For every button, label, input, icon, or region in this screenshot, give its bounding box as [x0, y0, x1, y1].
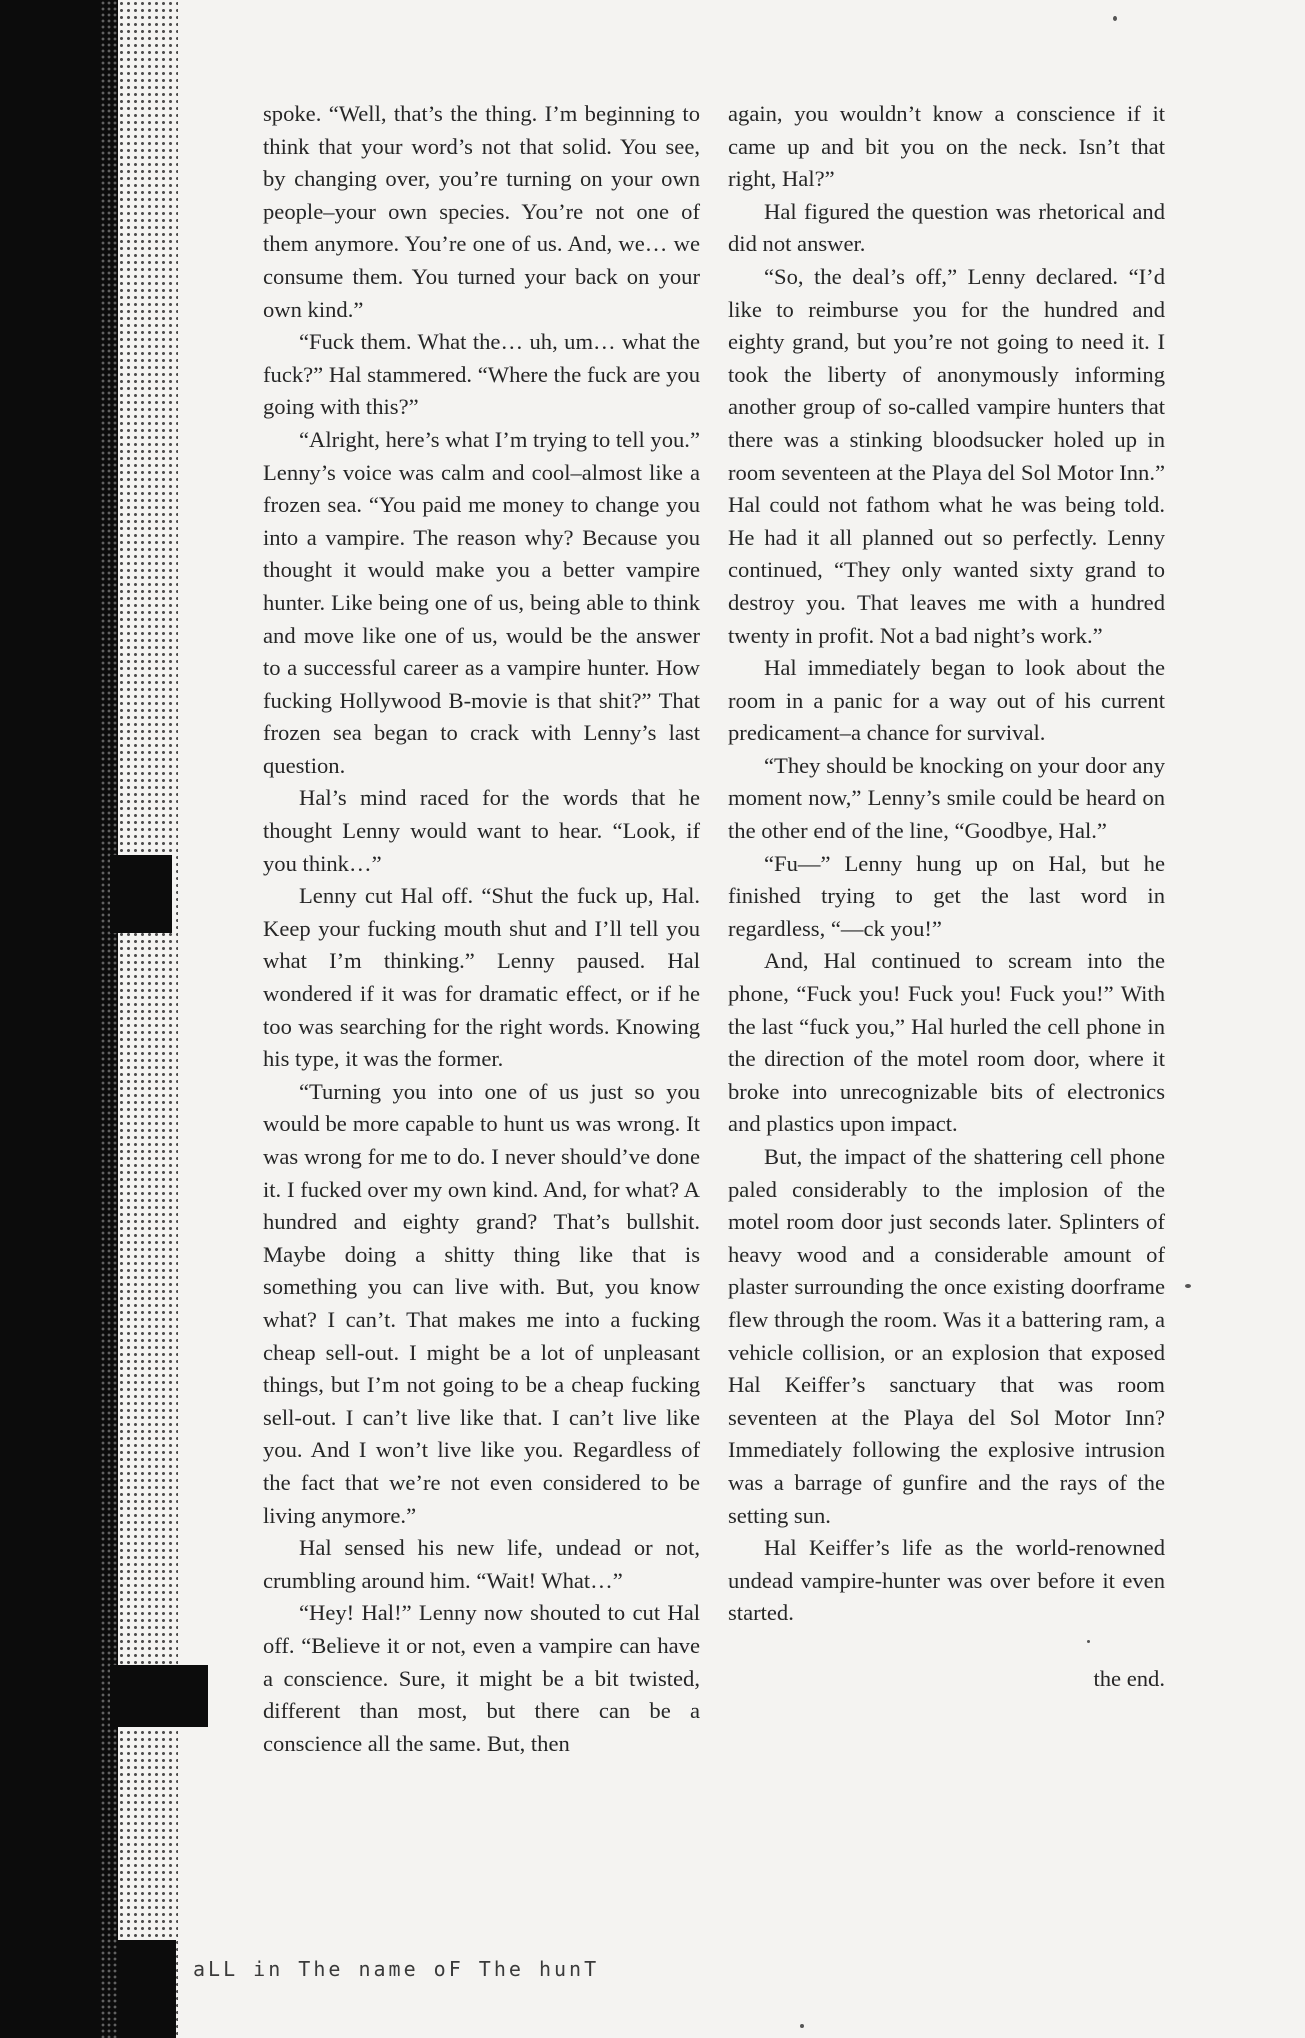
running-footer-title: aLL in The name oF The hunT	[193, 1957, 600, 1981]
right-text-column	[728, 98, 1165, 1695]
dust-speck	[1185, 1284, 1191, 1288]
scan-edge-block	[110, 855, 172, 933]
paragraph: “So, the deal’s off,” Lenny declared. “I’d like to reimburse you for the hundred and eighty grand, but you’re not going to need it. I took the liberty of anonymously informing another group of so-called vampire hunters that there was a stinking bloodsucker holed up in room seventeen at the Playa del Sol Motor Inn.” Hal could not fathom what he was being told. He had it all planned out so perfectly. Lenny continued, “They only wanted sixty grand to destroy you. That leaves me with a hundred twenty in profit. Not a bad night’s work.”	[728, 263, 1165, 648]
dust-speck	[800, 2024, 804, 2028]
paragraph: Lenny cut Hal off. “Shut the fuck up, Hal. Keep your fucking mouth shut and I’ll tell you what I’m thinking.” Lenny paused. Hal wondered if it was for dramatic effect, or if he too was searching for the right words. Knowing his type, it was the former.	[263, 883, 700, 1072]
scan-edge-block	[118, 1940, 176, 2038]
dust-speck	[1113, 16, 1117, 21]
paragraph: again, you wouldn’t know a conscience if it came up and bit you on the neck. Isn’t that right, Hal?”	[728, 101, 1165, 192]
paragraph: But, the impact of the shattering cell phone paled considerably to the implosion of the motel room door just seconds later. Splinters of heavy wood and a considerable amount of plaster surrounding the once existing doorframe flew through the room. Was it a battering ram, a vehicle collision, or an explosion that exposed Hal Keiffer’s sanctuary that was room seventeen at the Playa del Sol Motor Inn? Immediately following the explosive intrusion was a barrage of gunfire and the rays of the setting sun.	[728, 1144, 1165, 1528]
paragraph: Hal figured the question was rhetorical and did not answer.	[728, 198, 1165, 257]
paragraph: “Fuck them. What the… uh, um… what the fuck?” Hal stammered. “Where the fuck are you going with this?”	[263, 329, 700, 420]
paragraph: Hal immediately began to look about the room in a panic for a way out of his current predicament–a chance for survival.	[728, 655, 1165, 746]
scan-edge-block	[110, 1665, 208, 1727]
paragraph: “Turning you into one of us just so you would be more capable to hunt us was wrong. It was wrong for me to do. I never should’ve done it. I fucked over my own kind. And, for what? A hundred and eighty grand? That’s bullshit. Maybe doing a shitty thing like that is something you can live with. But, you know what? I can’t. That makes me into a fucking cheap sell-out. I might be a lot of unpleasant things, but I’m not going to be a cheap fucking sell-out. I can’t live like that. I can’t live like you. And I won’t live like you. Regardless of the fact that we’re not even considered to be living anymore.”	[263, 1078, 700, 1528]
paragraph: Hal Keiffer’s life as the world-renowned undead vampire-hunter was over before it even started.	[728, 1535, 1165, 1626]
closing-line: the end.	[1093, 1665, 1165, 1691]
scan-edge-halftone	[118, 0, 178, 2038]
left-text-column	[263, 98, 700, 1760]
paragraph: spoke. “Well, that’s the thing. I’m beginning to think that your word’s not that solid. You see, by changing over, you’re turning on your own people–your own species. You’re not one of them anymore. You’re one of us. And, we… we consume them. You turned your back on your own kind.”	[263, 101, 700, 322]
paragraph: Hal’s mind raced for the words that he thought Lenny would want to hear. “Look, if you think…”	[263, 785, 700, 876]
paragraph: Hal sensed his new life, undead or not, crumbling around him. “Wait! What…”	[263, 1535, 700, 1593]
paragraph: “Alright, here’s what I’m trying to tell you.” Lenny’s voice was calm and cool–almost like a frozen sea. “You paid me money to change you into a vampire. The reason why? Because you thought it would make you a better vampire hunter. Like being one of us, being able to think and move like one of us, would be the answer to a successful career as a vampire hunter. How fucking Hollywood B-movie is that shit?” That frozen sea began to crack with Lenny’s last question.	[263, 426, 700, 778]
paragraph: “They should be knocking on your door any moment now,” Lenny’s smile could be heard on the other end of the line, “Goodbye, Hal.”	[728, 752, 1165, 844]
paragraph: “Hey! Hal!” Lenny now shouted to cut Hal off. “Believe it or not, even a vampire can have a conscience. Sure, it might be a bit twisted, different than most, but there can be a conscience all the same. But, then	[263, 1600, 700, 1756]
paragraph: “Fu—” Lenny hung up on Hal, but he finished trying to get the last word in regardless, “—ck you!”	[728, 850, 1165, 941]
paragraph: And, Hal continued to scream into the phone, “Fuck you! Fuck you! Fuck you!” With the last “fuck you,” Hal hurled the cell phone in the direction of the motel room door, where it broke into unrecognizable bits of electronics and plastics upon impact.	[728, 948, 1165, 1137]
